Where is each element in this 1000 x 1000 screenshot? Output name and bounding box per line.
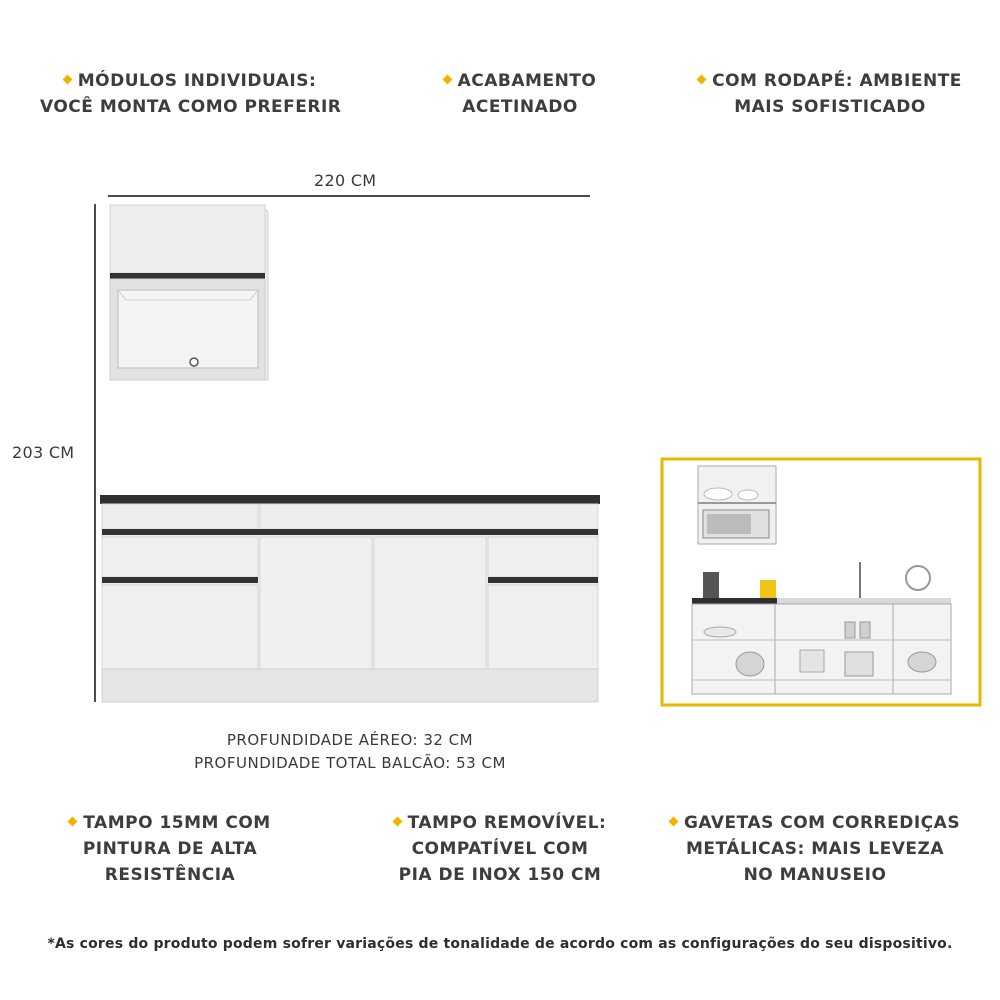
depth-balcao: PROFUNDIDADE TOTAL BALCÃO: 53 CM	[194, 754, 506, 772]
diamond-bullet-icon	[668, 817, 678, 827]
feature-line: COMPATÍVEL COM	[411, 839, 589, 859]
diamond-bullet-icon	[392, 817, 402, 827]
footnote-disclaimer: *As cores do produto podem sofrer variações de tonalidade de acordo com as configurações do seu dispositivo.	[47, 936, 953, 952]
pot-icon	[736, 652, 764, 676]
coffee-machine-icon	[703, 572, 719, 598]
door-right	[374, 537, 486, 669]
feature-line: MÓDULOS INDIVIDUAIS:	[77, 71, 317, 91]
base-cabinet	[100, 495, 600, 702]
drawer	[488, 585, 598, 669]
plinth	[102, 669, 598, 702]
feature-tampo-removivel	[370, 810, 630, 888]
bowl-icon	[704, 488, 732, 500]
drawer	[260, 504, 598, 529]
feature-line: TAMPO 15MM COM	[83, 813, 271, 833]
wall-cabinet	[110, 205, 268, 380]
feature-line: COM RODAPÉ: AMBIENTE	[712, 71, 962, 91]
depth-aereo: PROFUNDIDADE AÉREO: 32 CM	[226, 731, 474, 749]
feature-line: NO MANUSEIO	[743, 865, 887, 885]
height-dimension-label: 203 CM	[12, 443, 75, 462]
door-left	[260, 537, 372, 669]
handle-bar	[102, 529, 598, 535]
feature-line: PINTURA DE ALTA	[82, 839, 258, 859]
feature-line: MAIS SOFISTICADO	[734, 97, 926, 117]
feature-gavetas	[655, 810, 975, 888]
drawer	[102, 504, 258, 529]
diamond-bullet-icon	[68, 817, 78, 827]
handle-bar	[110, 273, 265, 279]
feature-line: PIA DE INOX 150 CM	[398, 865, 602, 885]
width-dimension-label: 220 CM	[314, 171, 377, 190]
feature-line: RESISTÊNCIA	[104, 865, 236, 885]
feature-line: ACABAMENTO	[457, 71, 597, 91]
feature-line: TAMPO REMOVÍVEL:	[407, 813, 607, 833]
countertop	[100, 495, 600, 504]
feature-line: ACETINADO	[462, 97, 578, 117]
feature-line: VOCÊ MONTA COMO PREFERIR	[40, 97, 342, 117]
handle-bar	[102, 577, 258, 583]
feature-line: GAVETAS COM CORREDIÇAS	[683, 813, 961, 833]
wall-cabinet-niche	[118, 290, 258, 368]
product-photo-frame	[662, 459, 980, 705]
drawer	[102, 537, 258, 577]
handle-bar	[488, 577, 598, 583]
photo-countertop	[692, 598, 777, 604]
drawer	[102, 585, 258, 669]
depth-info	[0, 729, 700, 775]
drawer	[488, 537, 598, 577]
cable-hole-icon	[190, 358, 198, 366]
feature-line: METÁLICAS: MAIS LEVEZA	[686, 839, 944, 859]
yellow-box-icon	[760, 580, 776, 598]
feature-tampo-15mm	[40, 810, 300, 888]
wall-cabinet-door	[110, 205, 265, 273]
bowl-icon	[738, 490, 758, 500]
